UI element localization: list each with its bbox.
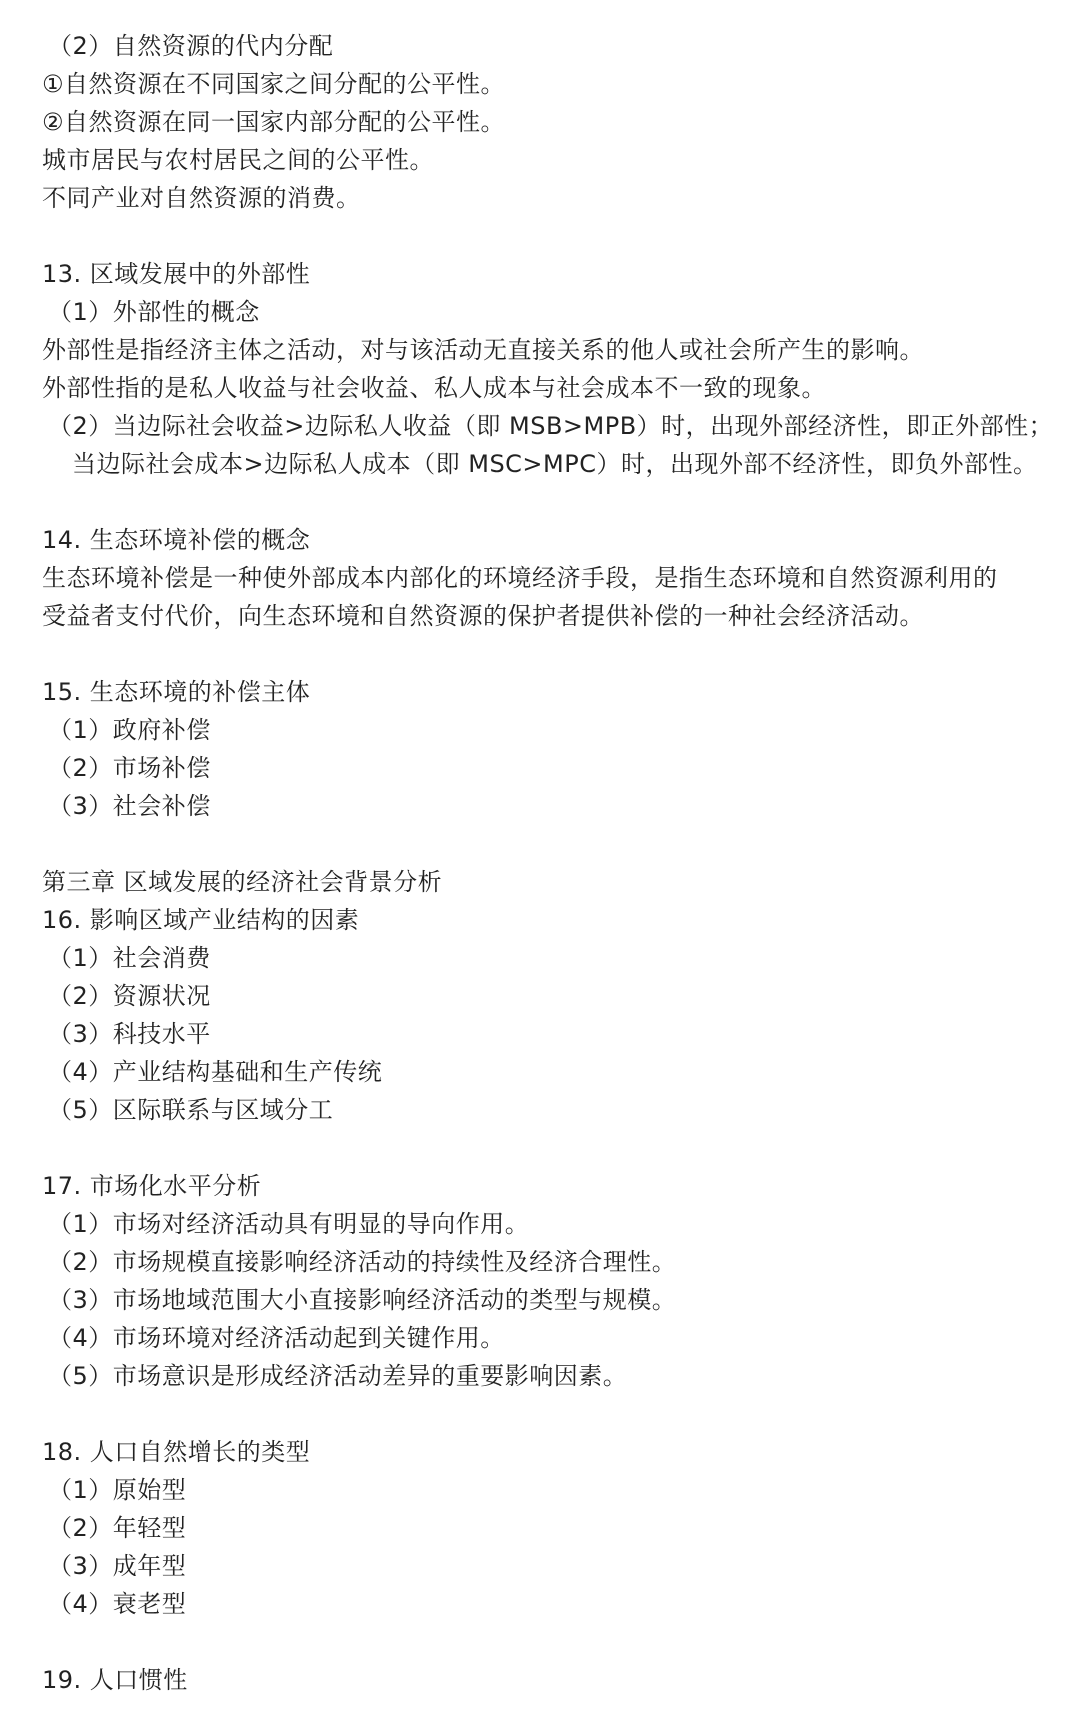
section-heading-15: 15. 生态环境的补偿主体 bbox=[42, 678, 311, 706]
paragraph-line: 当边际社会成本>边际私人成本（即 MSC>MPC）时，出现外部不经济性，即负外部性。 bbox=[72, 450, 1038, 478]
paragraph-line: 城市居民与农村居民之间的公平性。 bbox=[42, 146, 434, 174]
paragraph-line: 生态环境补偿是一种使外部成本内部化的环境经济手段，是指生态环境和自然资源利用的 bbox=[42, 564, 998, 592]
list-item: （2）市场规模直接影响经济活动的持续性及经济合理性。 bbox=[48, 1248, 677, 1276]
section-heading-17: 17. 市场化水平分析 bbox=[42, 1172, 262, 1200]
list-item: （1）市场对经济活动具有明显的导向作用。 bbox=[48, 1210, 530, 1238]
paragraph-line: 不同产业对自然资源的消费。 bbox=[42, 184, 361, 212]
list-item: （1）原始型 bbox=[48, 1476, 187, 1504]
paragraph-line: 受益者支付代价，向生态环境和自然资源的保护者提供补偿的一种社会经济活动。 bbox=[42, 602, 924, 630]
list-item: （4）市场环境对经济活动起到关键作用。 bbox=[48, 1324, 505, 1352]
paragraph-line: ②自然资源在同一国家内部分配的公平性。 bbox=[42, 108, 506, 136]
section-heading-16: 16. 影响区域产业结构的因素 bbox=[42, 906, 360, 934]
subsection-heading: （1）外部性的概念 bbox=[48, 298, 260, 326]
chapter-heading: 第三章 区域发展的经济社会背景分析 bbox=[42, 868, 443, 896]
section-heading-13: 13. 区域发展中的外部性 bbox=[42, 260, 311, 288]
list-item: （2）年轻型 bbox=[48, 1514, 187, 1542]
list-item: （5）市场意识是形成经济活动差异的重要影响因素。 bbox=[48, 1362, 628, 1390]
list-item: （4）产业结构基础和生产传统 bbox=[48, 1058, 383, 1086]
section-heading-18: 18. 人口自然增长的类型 bbox=[42, 1438, 311, 1466]
paragraph-line: 外部性指的是私人收益与社会收益、私人成本与社会成本不一致的现象。 bbox=[42, 374, 826, 402]
list-item: （2）市场补偿 bbox=[48, 754, 211, 782]
list-item: （2）资源状况 bbox=[48, 982, 211, 1010]
paragraph-line: 外部性是指经济主体之活动，对与该活动无直接关系的他人或社会所产生的影响。 bbox=[42, 336, 924, 364]
list-item: （3）社会补偿 bbox=[48, 792, 211, 820]
subsection-heading: （2）当边际社会收益>边际私人收益（即 MSB>MPB）时，出现外部经济性，即正外部性； bbox=[48, 412, 1054, 440]
list-item: （4）衰老型 bbox=[48, 1590, 187, 1618]
list-item: （1）社会消费 bbox=[48, 944, 211, 972]
list-item: （3）成年型 bbox=[48, 1552, 187, 1580]
list-item: （5）区际联系与区域分工 bbox=[48, 1096, 334, 1124]
list-item: （3）市场地域范围大小直接影响经济活动的类型与规模。 bbox=[48, 1286, 677, 1314]
paragraph-line: ①自然资源在不同国家之间分配的公平性。 bbox=[42, 70, 506, 98]
subsection-heading: （2）自然资源的代内分配 bbox=[48, 32, 334, 60]
section-heading-19: 19. 人口惯性 bbox=[42, 1666, 188, 1694]
list-item: （1）政府补偿 bbox=[48, 716, 211, 744]
section-heading-14: 14. 生态环境补偿的概念 bbox=[42, 526, 311, 554]
list-item: （3）科技水平 bbox=[48, 1020, 211, 1048]
